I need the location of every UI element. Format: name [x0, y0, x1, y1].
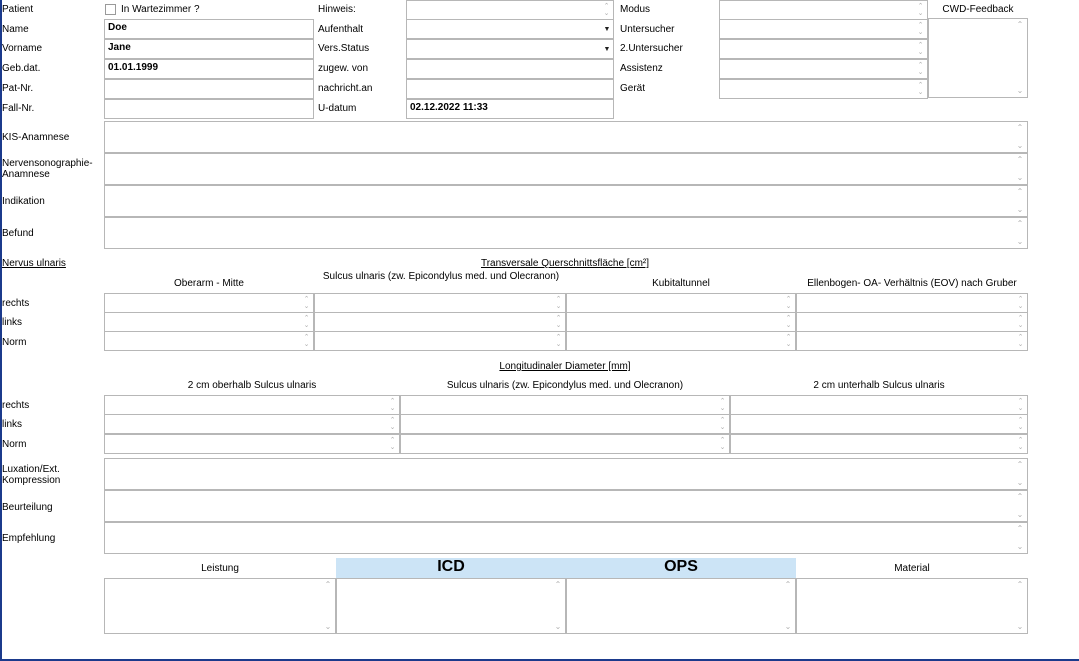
chevron-up-icon: ⌃	[1016, 187, 1024, 196]
empfehlung-label: Empfehlung	[2, 533, 56, 544]
spinner[interactable]	[1016, 296, 1025, 310]
chevron-up-icon: ⌃	[785, 315, 792, 322]
chevron-down-icon: ⌄	[303, 303, 310, 310]
chevron-up-icon: ⌃	[917, 62, 924, 69]
kis-label: KIS-Anamnese	[2, 132, 70, 143]
q-links-eov[interactable]	[796, 312, 1028, 332]
befund-field[interactable]	[104, 217, 1028, 249]
nachricht-label: nachricht.an	[318, 83, 373, 94]
nerven-label: Nervensonographie-Anamnese	[2, 158, 93, 180]
versstatus-select[interactable]	[406, 39, 614, 59]
chevron-down-icon: ⌄	[1016, 141, 1024, 150]
chevron-down-icon: ⌄	[784, 622, 792, 631]
chevron-down-icon: ⌄	[1016, 237, 1024, 246]
chevron-down-icon: ⌄	[324, 622, 332, 631]
chevron-up-icon: ⌃	[554, 580, 562, 589]
chevron-up-icon: ⌃	[389, 417, 396, 424]
gebdat-value: 01.01.1999	[108, 62, 159, 73]
chevron-down-icon: ⌄	[303, 322, 310, 329]
q-links-kubital[interactable]	[566, 312, 796, 332]
spinner[interactable]	[784, 334, 793, 348]
d-norm-unterhalb[interactable]	[730, 434, 1028, 454]
d-links-oberhalb[interactable]	[104, 414, 400, 434]
d-links-sulcus[interactable]	[400, 414, 730, 434]
chevron-down-icon: ⌄	[1016, 622, 1024, 631]
d-row-rechts: rechts	[2, 400, 30, 411]
geraet-field[interactable]	[719, 79, 928, 99]
spinner[interactable]	[388, 398, 397, 412]
untersucher-spinner[interactable]	[916, 22, 925, 36]
material-scrollbar[interactable]	[1015, 581, 1025, 631]
aufenthalt-select[interactable]	[406, 19, 614, 39]
q-norm-kubital[interactable]	[566, 331, 796, 351]
chevron-up-icon: ⌃	[1017, 398, 1024, 405]
q-norm-eov[interactable]	[796, 331, 1028, 351]
q-col-oberarm: Oberarm - Mitte	[173, 278, 244, 289]
spinner[interactable]	[1016, 334, 1025, 348]
modus-label: Modus	[620, 4, 651, 15]
vorname-label: Vorname	[2, 43, 43, 54]
icd-field[interactable]	[336, 578, 566, 634]
spinner[interactable]	[1016, 437, 1025, 451]
kis-anamnese-field[interactable]	[104, 121, 1028, 153]
spinner[interactable]	[554, 315, 563, 329]
chevron-up-icon: ⌃	[555, 334, 562, 341]
q-rechts-sulcus[interactable]	[314, 293, 566, 313]
chevron-down-icon: ⌄	[917, 89, 924, 96]
assistenz-field[interactable]	[719, 59, 928, 79]
gebdat-field[interactable]	[104, 59, 314, 79]
spinner[interactable]	[1016, 315, 1025, 329]
diameter-title: Longitudinaler Diameter [mm]	[499, 361, 631, 372]
chevron-down-icon: ⌄	[555, 341, 562, 348]
vorname-field[interactable]	[104, 39, 314, 59]
nerven-scrollbar[interactable]	[1015, 156, 1025, 182]
name-value: Doe	[108, 22, 127, 33]
chevron-down-icon: ⌄	[785, 322, 792, 329]
chevron-up-icon: ⌃	[303, 315, 310, 322]
name-field[interactable]	[104, 19, 314, 39]
hinweis-spinner[interactable]	[602, 3, 611, 17]
nachricht-field[interactable]	[406, 79, 614, 99]
untersucher-label: Untersucher	[620, 24, 675, 35]
d-row-norm: Norm	[2, 439, 27, 450]
zugew-field[interactable]	[406, 59, 614, 79]
chevron-up-icon: ⌃	[1016, 155, 1024, 164]
q-rechts-kubital[interactable]	[566, 293, 796, 313]
luxation-label: Luxation/Ext. Kompression	[2, 464, 61, 486]
chevron-down-icon: ⌄	[389, 424, 396, 431]
chevron-up-icon: ⌃	[719, 417, 726, 424]
q-col-kubitaltunnel: Kubitaltunnel	[652, 278, 710, 289]
udatum-value: 02.12.2022 11:33	[410, 102, 488, 113]
luxation-field[interactable]	[104, 458, 1028, 490]
q-norm-oberarm[interactable]	[104, 331, 314, 351]
icd-scrollbar[interactable]	[553, 581, 563, 631]
hinweis-label: Hinweis:	[318, 4, 356, 15]
leistung-scrollbar[interactable]	[323, 581, 333, 631]
d-rechts-sulcus[interactable]	[400, 395, 730, 415]
ops-field[interactable]	[566, 578, 796, 634]
befund-label: Befund	[2, 228, 34, 239]
chevron-down-icon: ⌄	[555, 322, 562, 329]
chevron-down-icon: ⌄	[1016, 510, 1024, 519]
assistenz-spinner[interactable]	[916, 62, 925, 76]
chevron-up-icon: ⌃	[719, 437, 726, 444]
indikation-label: Indikation	[2, 196, 45, 207]
d-col-oberhalb: 2 cm oberhalb Sulcus ulnaris	[187, 380, 317, 391]
dropdown-arrow-icon: ▼	[603, 25, 611, 33]
versstatus-dropdown-button[interactable]	[601, 40, 613, 58]
cwd-feedback-field[interactable]	[928, 18, 1028, 98]
chevron-up-icon: ⌃	[1016, 524, 1024, 533]
chevron-down-icon: ⌄	[1016, 173, 1024, 182]
d-links-unterhalb[interactable]	[730, 414, 1028, 434]
empfehlung-scrollbar[interactable]	[1015, 525, 1025, 551]
modus-spinner[interactable]	[916, 3, 925, 17]
querschnitt-title: Transversale Querschnittsfläche [cm²]	[480, 258, 650, 269]
chevron-down-icon: ⌄	[389, 405, 396, 412]
q-col-eov: Ellenbogen- OA- Verhältnis (EOV) nach Gruber	[807, 278, 1017, 289]
chevron-down-icon: ⌄	[785, 341, 792, 348]
spinner[interactable]	[388, 437, 397, 451]
spinner[interactable]	[554, 296, 563, 310]
chevron-up-icon: ⌃	[1017, 315, 1024, 322]
indikation-field[interactable]	[104, 185, 1028, 217]
chevron-down-icon: ⌄	[1016, 205, 1024, 214]
untersucher2-spinner[interactable]	[916, 42, 925, 56]
aufenthalt-label: Aufenthalt	[318, 24, 364, 35]
chevron-down-icon: ⌄	[554, 622, 562, 631]
chevron-up-icon: ⌃	[1017, 296, 1024, 303]
udatum-label: U-datum	[318, 103, 357, 114]
chevron-down-icon: ⌄	[1017, 444, 1024, 451]
beurteilung-field[interactable]	[104, 490, 1028, 522]
chevron-down-icon: ⌄	[917, 49, 924, 56]
chevron-up-icon: ⌃	[1017, 334, 1024, 341]
chevron-up-icon: ⌃	[917, 22, 924, 29]
chevron-down-icon: ⌄	[719, 424, 726, 431]
spinner[interactable]	[1016, 398, 1025, 412]
chevron-up-icon: ⌃	[555, 296, 562, 303]
d-rechts-unterhalb[interactable]	[730, 395, 1028, 415]
chevron-down-icon: ⌄	[389, 444, 396, 451]
zugew-label: zugew. von	[318, 63, 369, 74]
chevron-up-icon: ⌃	[785, 334, 792, 341]
spinner[interactable]	[1016, 417, 1025, 431]
chevron-up-icon: ⌃	[917, 42, 924, 49]
nervus-ulnaris-heading: Nervus ulnaris	[2, 258, 66, 269]
chevron-up-icon: ⌃	[785, 296, 792, 303]
material-label: Material	[894, 563, 930, 574]
wartezimmer-checkbox[interactable]	[105, 4, 116, 15]
name-label: Name	[2, 24, 29, 35]
chevron-down-icon: ⌄	[1017, 341, 1024, 348]
befund-scrollbar[interactable]	[1015, 220, 1025, 246]
kis-scrollbar[interactable]	[1015, 124, 1025, 150]
q-links-oberarm[interactable]	[104, 312, 314, 332]
leistung-field[interactable]	[104, 578, 336, 634]
d-col-sulcus: Sulcus ulnaris (zw. Epicondylus med. und Olecranon)	[446, 380, 684, 391]
leistung-label: Leistung	[201, 563, 239, 574]
spinner[interactable]	[718, 417, 727, 431]
q-row-rechts: rechts	[2, 298, 30, 309]
chevron-up-icon: ⌃	[324, 580, 332, 589]
ops-header: OPS	[566, 558, 796, 578]
patnr-label: Pat-Nr.	[2, 83, 34, 94]
material-field[interactable]	[796, 578, 1028, 634]
chevron-up-icon: ⌃	[1016, 123, 1024, 132]
d-rechts-oberhalb[interactable]	[104, 395, 400, 415]
q-rechts-eov[interactable]	[796, 293, 1028, 313]
untersucher2-field[interactable]	[719, 39, 928, 59]
chevron-down-icon: ⌄	[1016, 86, 1024, 95]
vorname-value: Jane	[108, 42, 131, 53]
cwd-scrollbar[interactable]	[1015, 21, 1025, 95]
cwd-label: CWD-Feedback	[942, 4, 1014, 15]
d-col-unterhalb: 2 cm unterhalb Sulcus ulnaris	[813, 380, 945, 391]
chevron-up-icon: ⌃	[1017, 417, 1024, 424]
chevron-up-icon: ⌃	[719, 398, 726, 405]
left-border	[0, 0, 2, 661]
q-norm-sulcus[interactable]	[314, 331, 566, 351]
chevron-down-icon: ⌄	[1017, 303, 1024, 310]
untersucher-field[interactable]	[719, 19, 928, 39]
fallnr-field[interactable]	[104, 99, 314, 119]
assistenz-label: Assistenz	[620, 63, 663, 74]
chevron-up-icon: ⌃	[303, 296, 310, 303]
patnr-field[interactable]	[104, 79, 314, 99]
chevron-up-icon: ⌃	[1016, 492, 1024, 501]
spinner[interactable]	[302, 296, 311, 310]
chevron-up-icon: ⌃	[555, 315, 562, 322]
chevron-down-icon: ⌄	[1016, 478, 1024, 487]
udatum-field[interactable]	[406, 99, 614, 119]
indikation-scrollbar[interactable]	[1015, 188, 1025, 214]
chevron-up-icon: ⌃	[1016, 460, 1024, 469]
spinner[interactable]	[554, 334, 563, 348]
untersucher2-label: 2.Untersucher	[620, 43, 683, 54]
ops-scrollbar[interactable]	[783, 581, 793, 631]
spinner[interactable]	[302, 315, 311, 329]
chevron-down-icon: ⌄	[1016, 542, 1024, 551]
chevron-up-icon: ⌃	[1016, 219, 1024, 228]
chevron-down-icon: ⌄	[917, 10, 924, 17]
spinner[interactable]	[718, 398, 727, 412]
chevron-up-icon: ⌃	[389, 398, 396, 405]
chevron-down-icon: ⌄	[917, 29, 924, 36]
chevron-up-icon: ⌃	[303, 334, 310, 341]
spinner[interactable]	[784, 315, 793, 329]
beurteilung-label: Beurteilung	[2, 502, 53, 513]
spinner[interactable]	[718, 437, 727, 451]
d-norm-sulcus[interactable]	[400, 434, 730, 454]
gebdat-label: Geb.dat.	[2, 63, 41, 74]
chevron-up-icon: ⌃	[917, 82, 924, 89]
geraet-spinner[interactable]	[916, 82, 925, 96]
dropdown-arrow-icon: ▼	[603, 45, 611, 53]
chevron-up-icon: ⌃	[389, 437, 396, 444]
chevron-down-icon: ⌄	[1017, 424, 1024, 431]
spinner[interactable]	[784, 296, 793, 310]
chevron-up-icon: ⌃	[603, 3, 610, 10]
spinner[interactable]	[302, 334, 311, 348]
modus-field[interactable]	[719, 0, 928, 20]
chevron-up-icon: ⌃	[1017, 437, 1024, 444]
hinweis-field[interactable]	[406, 0, 614, 20]
q-row-norm: Norm	[2, 337, 27, 348]
chevron-up-icon: ⌃	[917, 3, 924, 10]
nerven-anamnese-field[interactable]	[104, 153, 1028, 185]
d-row-links: links	[2, 419, 23, 430]
luxation-scrollbar[interactable]	[1015, 461, 1025, 487]
chevron-up-icon: ⌃	[1016, 20, 1024, 29]
chevron-down-icon: ⌄	[1017, 322, 1024, 329]
q-col-sulcus: Sulcus ulnaris (zw. Epicondylus med. und Olecranon)	[322, 271, 560, 282]
chevron-down-icon: ⌄	[785, 303, 792, 310]
q-row-links: links	[2, 317, 23, 328]
icd-header: ICD	[336, 558, 566, 578]
spinner[interactable]	[388, 417, 397, 431]
chevron-down-icon: ⌄	[719, 405, 726, 412]
beurteilung-scrollbar[interactable]	[1015, 493, 1025, 519]
q-rechts-oberarm[interactable]	[104, 293, 314, 313]
chevron-down-icon: ⌄	[603, 10, 610, 17]
chevron-down-icon: ⌄	[917, 69, 924, 76]
aufenthalt-dropdown-button[interactable]	[601, 20, 613, 38]
chevron-up-icon: ⌃	[1016, 580, 1024, 589]
q-links-sulcus[interactable]	[314, 312, 566, 332]
empfehlung-field[interactable]	[104, 522, 1028, 554]
chevron-up-icon: ⌃	[784, 580, 792, 589]
d-norm-oberhalb[interactable]	[104, 434, 400, 454]
geraet-label: Gerät	[620, 83, 646, 94]
wartezimmer-label: In Wartezimmer ?	[121, 4, 200, 15]
chevron-down-icon: ⌄	[1017, 405, 1024, 412]
chevron-down-icon: ⌄	[719, 444, 726, 451]
chevron-down-icon: ⌄	[303, 341, 310, 348]
fallnr-label: Fall-Nr.	[2, 103, 35, 114]
versstatus-label: Vers.Status	[318, 43, 370, 54]
chevron-down-icon: ⌄	[555, 303, 562, 310]
patient-label: Patient	[2, 4, 34, 15]
